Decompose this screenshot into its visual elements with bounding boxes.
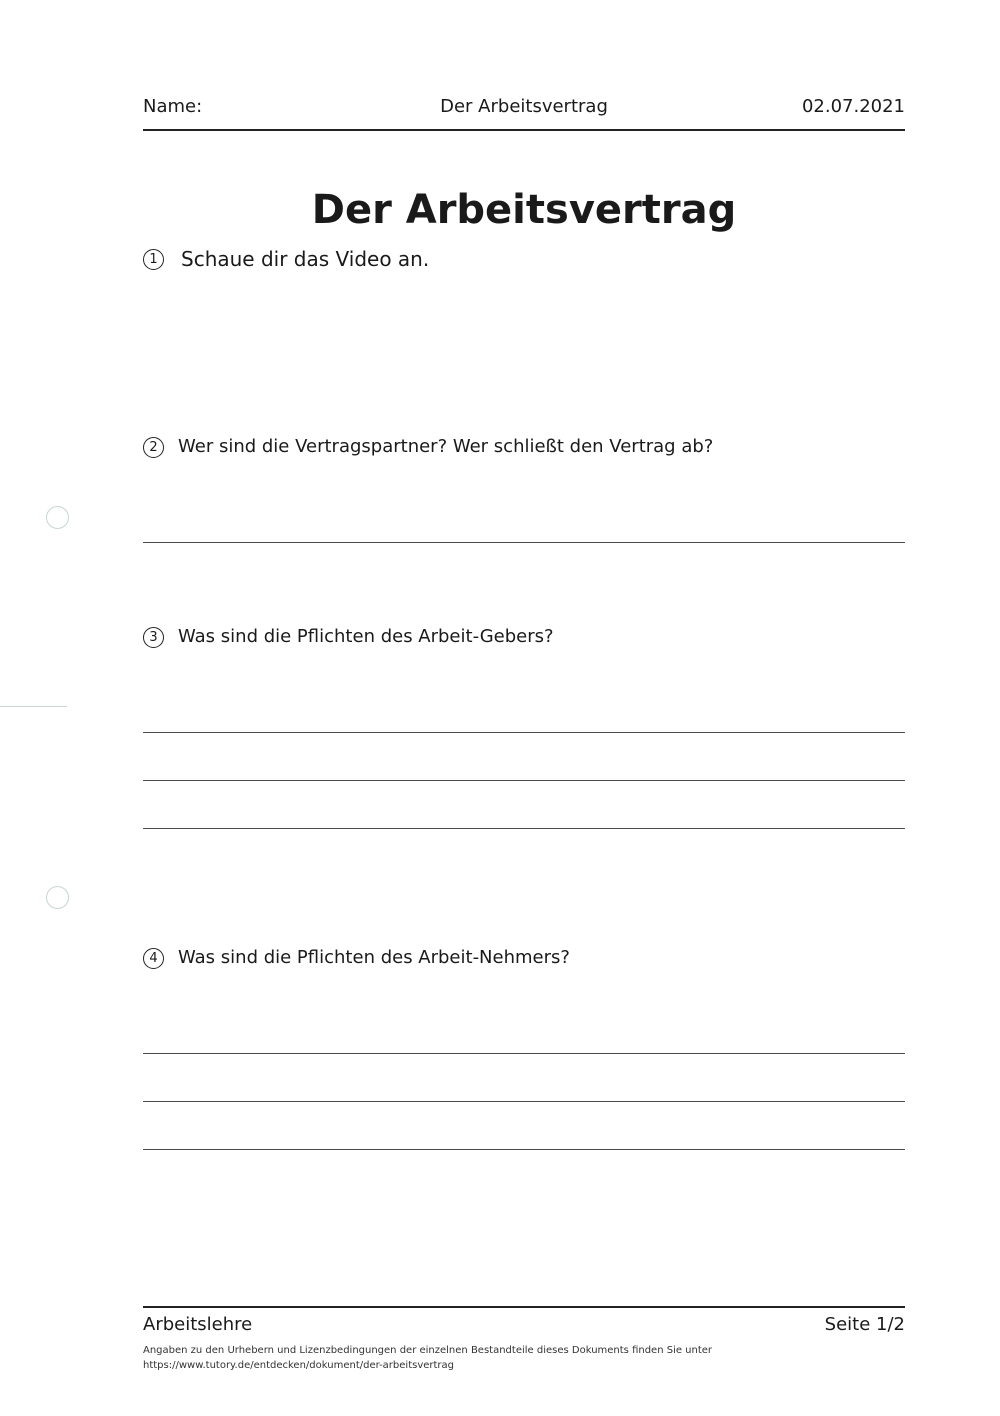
- answer-line[interactable]: [143, 828, 905, 829]
- legal-text: Angaben zu den Urhebern und Lizenzbedingungen der einzelnen Bestandteile dieses Dokuments finden Sie unter: [143, 1345, 713, 1356]
- task-number-badge: 1: [143, 249, 164, 270]
- answer-line[interactable]: [143, 1149, 905, 1150]
- header-date: 02.07.2021: [801, 96, 905, 117]
- punch-hole-top: [46, 506, 69, 529]
- footer-legal-notice: [143, 1343, 743, 1373]
- answer-line[interactable]: [143, 542, 905, 543]
- punch-hole-bottom: [46, 886, 69, 909]
- header-name-label: Name:: [143, 96, 203, 117]
- task-number-badge: 3: [143, 627, 164, 648]
- footer-page-number: Seite 1/2: [824, 1314, 905, 1335]
- header-title: Der Arbeitsvertrag: [440, 96, 608, 117]
- task-4: [143, 946, 570, 970]
- answer-line[interactable]: [143, 732, 905, 733]
- task-number-badge: 2: [143, 437, 164, 458]
- answer-line[interactable]: [143, 1053, 905, 1054]
- fold-mark: [0, 706, 67, 707]
- task-text: Wer sind die Vertragspartner? Wer schließt den Vertrag ab?: [178, 436, 714, 457]
- task-1: [143, 247, 429, 271]
- task-text: Schaue dir das Video an.: [181, 247, 430, 271]
- answer-line[interactable]: [143, 780, 905, 781]
- header-rule: [143, 129, 905, 131]
- legal-url[interactable]: https://www.tutory.de/entdecken/dokument/der-arbeitsvertrag: [143, 1360, 455, 1371]
- task-text: Was sind die Pflichten des Arbeit-Nehmers?: [178, 947, 570, 968]
- footer-rule: [143, 1306, 905, 1308]
- footer-subject: Arbeitslehre: [143, 1314, 253, 1335]
- task-number-badge: 4: [143, 948, 164, 969]
- task-text: Was sind die Pflichten des Arbeit-Gebers?: [178, 626, 554, 647]
- page-title: Der Arbeitsvertrag: [311, 187, 737, 233]
- answer-line[interactable]: [143, 1101, 905, 1102]
- task-2: [143, 435, 713, 459]
- task-3: [143, 625, 554, 649]
